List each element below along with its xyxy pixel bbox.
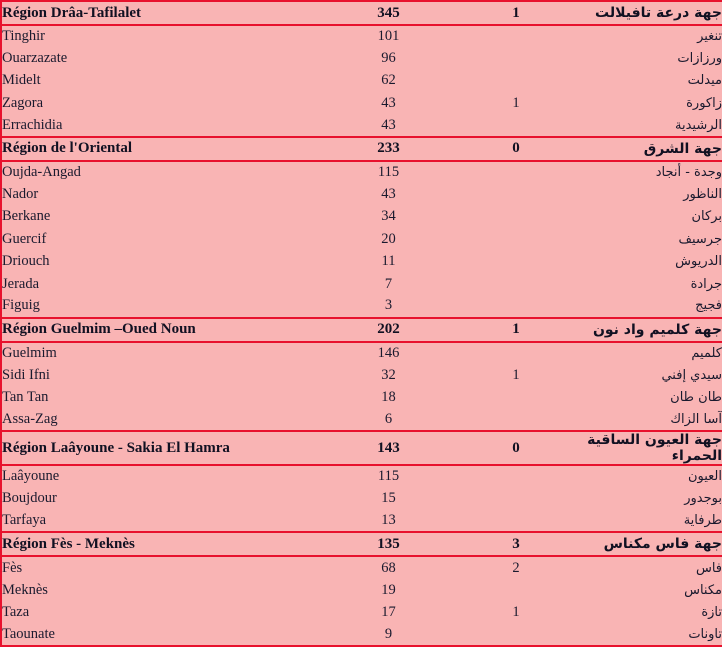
province-name-fr: Guercif xyxy=(1,228,321,250)
province-row xyxy=(1,465,722,487)
province-name-ar: بوجدور xyxy=(576,488,722,510)
confirmed-cases-count: 9 xyxy=(321,624,456,646)
province-row xyxy=(1,115,722,137)
province-name-ar: سيدي إفني xyxy=(576,364,722,386)
deaths-count xyxy=(456,206,576,228)
province-name-fr: Sidi Ifni xyxy=(1,364,321,386)
deaths-count xyxy=(456,228,576,250)
province-name-fr: Fès xyxy=(1,556,321,578)
province-row xyxy=(1,624,722,646)
province-row xyxy=(1,25,722,47)
confirmed-cases-count: 11 xyxy=(321,251,456,273)
region-row xyxy=(1,318,722,342)
deaths-count xyxy=(456,70,576,92)
province-name-ar: ميدلت xyxy=(576,70,722,92)
deaths-count: 0 xyxy=(456,137,576,161)
confirmed-cases-count: 32 xyxy=(321,364,456,386)
confirmed-cases-count: 345 xyxy=(321,1,456,25)
province-row xyxy=(1,183,722,205)
province-row xyxy=(1,70,722,92)
confirmed-cases-count: 6 xyxy=(321,409,456,431)
province-name-fr: Tan Tan xyxy=(1,386,321,408)
deaths-count xyxy=(456,465,576,487)
confirmed-cases-count: 115 xyxy=(321,465,456,487)
province-name-fr: Tinghir xyxy=(1,25,321,47)
deaths-count: 1 xyxy=(456,1,576,25)
region-name-ar: جهة درعة تافيلالت xyxy=(576,1,722,25)
confirmed-cases-count: 68 xyxy=(321,556,456,578)
province-name-fr: Errachidia xyxy=(1,115,321,137)
province-row xyxy=(1,251,722,273)
province-row xyxy=(1,206,722,228)
province-name-ar: الدريوش xyxy=(576,251,722,273)
deaths-count xyxy=(456,579,576,601)
province-row xyxy=(1,601,722,623)
province-name-ar: وجدة - أنجاد xyxy=(576,161,722,183)
province-name-fr: Midelt xyxy=(1,70,321,92)
province-name-fr: Meknès xyxy=(1,579,321,601)
province-name-ar: تاونات xyxy=(576,624,722,646)
province-name-fr: Zagora xyxy=(1,92,321,114)
province-row xyxy=(1,510,722,532)
confirmed-cases-count: 202 xyxy=(321,318,456,342)
deaths-count: 1 xyxy=(456,601,576,623)
province-name-ar: فاس xyxy=(576,556,722,578)
province-row xyxy=(1,273,722,295)
confirmed-cases-count: 3 xyxy=(321,295,456,317)
confirmed-cases-count: 19 xyxy=(321,579,456,601)
region-row xyxy=(1,431,722,465)
deaths-count xyxy=(456,510,576,532)
confirmed-cases-count: 13 xyxy=(321,510,456,532)
confirmed-cases-count: 62 xyxy=(321,70,456,92)
province-name-ar: تنغير xyxy=(576,25,722,47)
province-row xyxy=(1,228,722,250)
region-name-fr: Région Fès - Meknès xyxy=(1,532,321,556)
province-row xyxy=(1,47,722,69)
province-row xyxy=(1,364,722,386)
deaths-count: 0 xyxy=(456,431,576,465)
region-name-ar: جهة الشرق xyxy=(576,137,722,161)
deaths-count: 1 xyxy=(456,318,576,342)
deaths-count xyxy=(456,47,576,69)
confirmed-cases-count: 233 xyxy=(321,137,456,161)
confirmed-cases-count: 43 xyxy=(321,183,456,205)
province-name-fr: Oujda-Angad xyxy=(1,161,321,183)
confirmed-cases-count: 17 xyxy=(321,601,456,623)
region-name-ar: جهة العيون الساقية الحمراء xyxy=(576,431,722,465)
province-name-fr: Taounate xyxy=(1,624,321,646)
province-name-ar: جرسيف xyxy=(576,228,722,250)
deaths-count xyxy=(456,161,576,183)
province-name-ar: طان طان xyxy=(576,386,722,408)
province-name-ar: بركان xyxy=(576,206,722,228)
confirmed-cases-count: 143 xyxy=(321,431,456,465)
deaths-count: 1 xyxy=(456,92,576,114)
confirmed-cases-count: 101 xyxy=(321,25,456,47)
deaths-count xyxy=(456,273,576,295)
province-row xyxy=(1,295,722,317)
province-name-fr: Guelmim xyxy=(1,342,321,364)
deaths-count xyxy=(456,488,576,510)
confirmed-cases-count: 43 xyxy=(321,115,456,137)
province-name-fr: Laâyoune xyxy=(1,465,321,487)
deaths-count xyxy=(456,25,576,47)
province-name-ar: جرادة xyxy=(576,273,722,295)
deaths-count xyxy=(456,251,576,273)
province-row xyxy=(1,161,722,183)
province-row xyxy=(1,409,722,431)
deaths-count: 3 xyxy=(456,532,576,556)
province-name-fr: Taza xyxy=(1,601,321,623)
confirmed-cases-count: 7 xyxy=(321,273,456,295)
province-name-ar: طرفاية xyxy=(576,510,722,532)
province-name-fr: Figuig xyxy=(1,295,321,317)
confirmed-cases-count: 20 xyxy=(321,228,456,250)
province-name-ar: مكناس xyxy=(576,579,722,601)
province-row xyxy=(1,579,722,601)
region-row xyxy=(1,532,722,556)
confirmed-cases-count: 18 xyxy=(321,386,456,408)
deaths-count xyxy=(456,342,576,364)
deaths-count xyxy=(456,409,576,431)
province-name-ar: ورزازات xyxy=(576,47,722,69)
confirmed-cases-count: 15 xyxy=(321,488,456,510)
province-name-ar: كلميم xyxy=(576,342,722,364)
deaths-count xyxy=(456,183,576,205)
province-name-ar: الناظور xyxy=(576,183,722,205)
deaths-count xyxy=(456,624,576,646)
province-name-ar: تازة xyxy=(576,601,722,623)
province-name-ar: زاكورة xyxy=(576,92,722,114)
province-name-ar: فجيج xyxy=(576,295,722,317)
deaths-count: 1 xyxy=(456,364,576,386)
province-name-ar: العيون xyxy=(576,465,722,487)
confirmed-cases-count: 135 xyxy=(321,532,456,556)
region-name-ar: جهة فاس مكناس xyxy=(576,532,722,556)
province-row xyxy=(1,488,722,510)
confirmed-cases-count: 115 xyxy=(321,161,456,183)
deaths-count xyxy=(456,386,576,408)
province-row xyxy=(1,342,722,364)
confirmed-cases-count: 96 xyxy=(321,47,456,69)
deaths-count: 2 xyxy=(456,556,576,578)
province-name-fr: Driouch xyxy=(1,251,321,273)
region-row xyxy=(1,137,722,161)
deaths-count xyxy=(456,115,576,137)
province-name-fr: Ouarzazate xyxy=(1,47,321,69)
province-name-fr: Berkane xyxy=(1,206,321,228)
province-row xyxy=(1,556,722,578)
confirmed-cases-count: 146 xyxy=(321,342,456,364)
province-name-fr: Jerada xyxy=(1,273,321,295)
region-name-fr: Région Drâa-Tafilalet xyxy=(1,1,321,25)
province-name-fr: Nador xyxy=(1,183,321,205)
region-name-fr: Région de l'Oriental xyxy=(1,137,321,161)
province-name-fr: Boujdour xyxy=(1,488,321,510)
deaths-count xyxy=(456,295,576,317)
region-name-fr: Région Guelmim –Oued Noun xyxy=(1,318,321,342)
province-name-fr: Tarfaya xyxy=(1,510,321,532)
province-name-ar: الرشيدية xyxy=(576,115,722,137)
region-name-fr: Région Laâyoune - Sakia El Hamra xyxy=(1,431,321,465)
province-name-ar: آسا الزاك xyxy=(576,409,722,431)
confirmed-cases-count: 34 xyxy=(321,206,456,228)
confirmed-cases-count: 43 xyxy=(321,92,456,114)
region-row xyxy=(1,1,722,25)
region-name-ar: جهة كلميم واد نون xyxy=(576,318,722,342)
province-row xyxy=(1,92,722,114)
province-row xyxy=(1,386,722,408)
province-name-fr: Assa-Zag xyxy=(1,409,321,431)
table-body xyxy=(1,1,722,646)
